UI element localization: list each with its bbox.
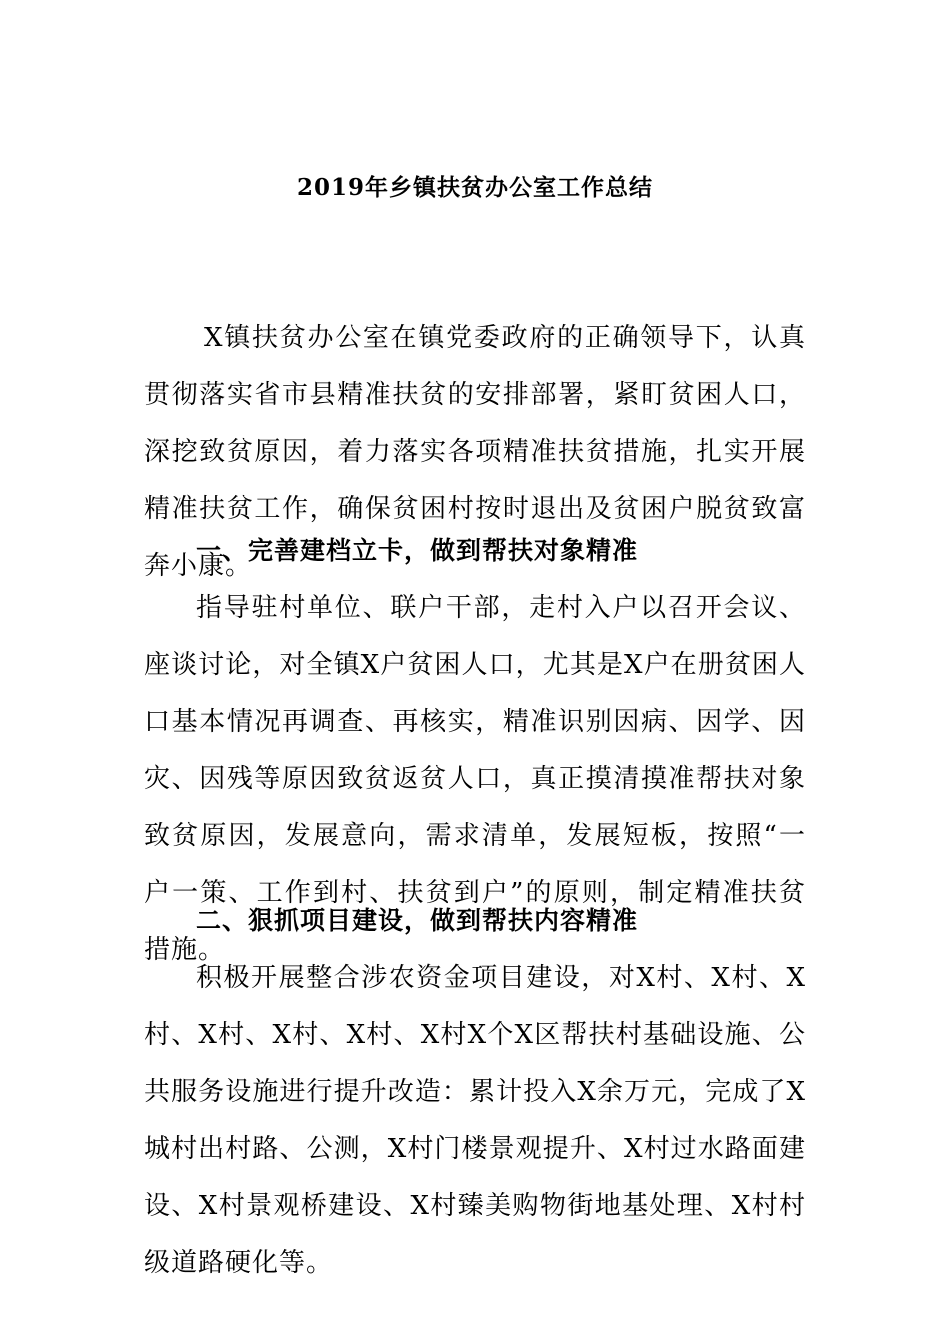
section-2-paragraph: 积极开展整合涉农资金项目建设，对X村、X村、X村、X村、X村、X村、X村X个X区帮扶村基础设施、公共服务设施进行提升改造：累计投入X余万元，完成了X城村出村路、公测，X村门楼景观提升、X村过水路面建设、X村景观桥建设、X村臻美购物街地基处理、X村村级道路硬化等。 [144,963,806,1278]
document-title: 2019年乡镇扶贫办公室工作总结 [296,174,653,201]
section-1-paragraph: 指导驻村单位、联户干部，走村入户以召开会议、座谈讨论，对全镇X户贫困人口，尤其是X户在册贫困人口基本情况再调查、再核实，精准识别因病、因学、因灾、因残等原因致贫返贫人口，真正摸清摸准帮扶对象致贫原因，发展意向，需求清单，发展短板，按照“一户一策、工作到村、扶贫到户”的原则，制定精准扶贫措施。 [144,593,806,965]
intro-paragraph: X镇扶贫办公室在镇党委政府的正确领导下，认真贯彻落实省市县精准扶贫的安排部署，紧盯贫困人口，深挖致贫原因，着力落实各项精准扶贫措施，扎实开展精准扶贫工作，确保贫困村按时退出及贫困户脱贫致富奔小康。 [144,323,806,581]
section-heading-1: 一、完善建档立卡，做到帮扶对象精准 [196,536,639,565]
section-heading-2: 二、狠抓项目建设，做到帮扶内容精准 [196,906,639,935]
